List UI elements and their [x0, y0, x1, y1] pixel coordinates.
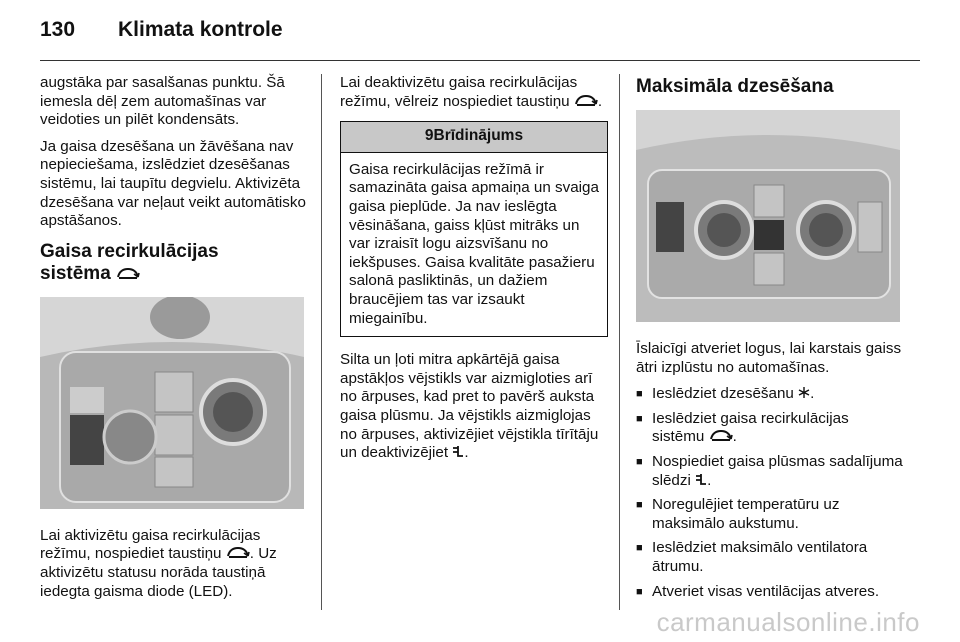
- list-item: ■ Ieslēdziet gaisa recirkulācijas sistēmu .: [636, 410, 904, 447]
- list-item: ■ Noregulējiet temperatūru uz maksimālo aukstumu.: [636, 496, 904, 533]
- paragraph: Īslaicīgi atveriet logus, lai karstais gaiss ātri izplūstu no automašīnas.: [636, 340, 902, 376]
- page-header: [40, 18, 283, 48]
- warning-box: [340, 121, 608, 337]
- paragraph: Silta un ļoti mitra apkārtējā gaisa apstākļos vējstikls var aizmigloties arī no ārpuses, kad pret to pavērš auksta gaisa plūsmu. Ja vējstikls aizmiglojas no ārpuses, aktivizējiet vējstikla tīrītāju un deaktivizējiet .: [340, 351, 599, 462]
- recirculation-icon: [116, 267, 140, 280]
- warning-icon: 9: [424, 127, 434, 145]
- instruction-list: [636, 385, 904, 601]
- list-item: ■ Atveriet visas ventilācijas atveres.: [636, 583, 904, 602]
- warning-text: Gaisa recirkulācijas režīmā ir samazināta gaisa apmaiņa un svaiga gaisa pieplūde. Ja nav ieslēgta vēsināšana, gaiss kļūst mitrāks un var izraisīt logu aizsvīšanu no iekšpuses. Gaisa kvalitāte pasažieru salonā pasliktinās, un dažiem braucējiem tas var izsaukt miegainību.: [349, 160, 599, 327]
- section-heading: Maksimāla dzesēšana: [636, 76, 834, 97]
- column-3: [636, 74, 904, 607]
- column-divider: [619, 74, 620, 610]
- recirculation-icon: [226, 546, 250, 559]
- recirculation-button-photo: [40, 297, 304, 509]
- recirculation-icon: [574, 94, 598, 107]
- page-number: 130: [40, 18, 76, 41]
- recirculation-icon: [709, 429, 733, 442]
- column-2: [340, 74, 608, 471]
- paragraph: augstāka par sasalšanas punktu. Šā iemesla dēļ zem automašīnas var veidoties un pilēt kondensāts.: [40, 74, 285, 129]
- ac-snowflake-icon: [798, 386, 810, 399]
- section-heading: Gaisa recirkulācijas sistēma: [40, 240, 219, 284]
- list-item: ■ Nospiediet gaisa plūsmas sadalījuma slēdzi .: [636, 453, 904, 490]
- watermark: carmanualsonline.info: [656, 607, 920, 637]
- air-distribution-icon: [452, 445, 464, 458]
- header-rule: [40, 60, 920, 61]
- warning-header: 9Brīdinājums: [341, 122, 607, 153]
- air-distribution-icon: [695, 473, 707, 486]
- page-title: Klimata kontrole: [118, 18, 283, 41]
- list-item: ■ Ieslēdziet maksimālo ventilatora ātrumu.: [636, 539, 904, 576]
- column-divider: [321, 74, 322, 610]
- column-1: [40, 74, 308, 609]
- list-item: ■ Ieslēdziet dzesēšanu .: [636, 385, 904, 404]
- paragraph: Ja gaisa dzesēšana un žāvēšana nav nepieciešama, izslēdziet dzesēšanas sistēmu, lai taupītu degvielu. Aktivizēta dzesēšana var neļaut veikt automātisko apstāšanos.: [40, 137, 306, 230]
- paragraph: Lai deaktivizētu gaisa recirkulācijas režīmu, vēlreiz nospiediet taustiņu .: [340, 74, 603, 110]
- paragraph: Lai aktivizētu gaisa recirkulācijas režīmu, nospiediet taustiņu . Uz aktivizētu statusu norāda taustiņā iedegta gaisma diode (LED).: [40, 526, 277, 600]
- climate-panel-photo: [636, 110, 900, 322]
